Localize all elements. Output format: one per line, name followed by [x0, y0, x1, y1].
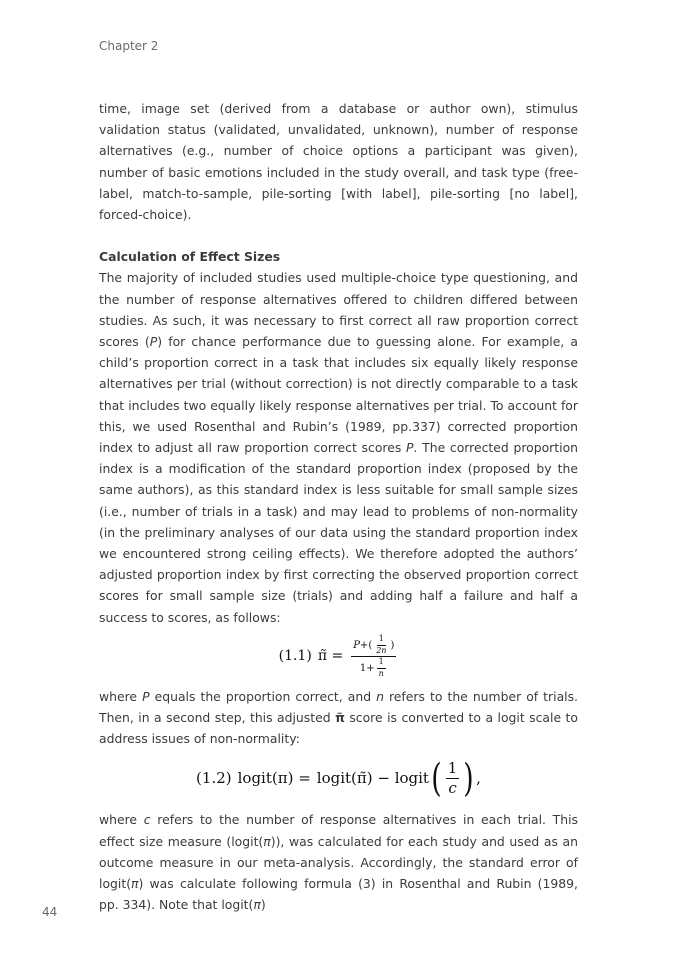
paragraph-continued: time, image set (derived from a database or author own), stimulus validation status (validated, unvalidated, unknown), number of response alternatives (e.g., number of choice options a participant was given), number of basic emotions included in the study overall, and task type (free-label, match-to-sample, pile-sorting [with label], pile-sorting [no label], forced-choice).: [99, 101, 578, 223]
body-text: [99, 98, 578, 916]
equation-label: (1.1): [278, 648, 312, 665]
equation-1-1: [99, 634, 578, 680]
page-number: 44: [42, 905, 58, 919]
chapter-header: Chapter 2: [99, 39, 159, 53]
section-heading: Calculation of Effect Sizes: [99, 249, 281, 265]
equation-lhs: logit(π) =: [237, 768, 311, 787]
equation-rhs: logit(π̃) − logit: [316, 768, 429, 787]
paragraph-where-c: where c refers to the number of response alternatives in each trial. This effect size measure (logit(π)), was calculated for each study and used as an outcome measure in our meta-analysis. Accordingly, the standard error of logit(π) was calculate following formula (3) in Rosenthal and Rubin (1989, pp. 334). Note that logit(π): [99, 812, 579, 913]
equation-lhs: π̃ =: [317, 648, 344, 665]
paragraph-effect-sizes: The majority of included studies used multiple-choice type questioning, and the number of response alternatives offered to children differed between studies. As such, it was necessary to first correct all raw proportion correct scores (P) for chance performance due to guessing alone. For example, a child’s proportion correct in a task that includes six equally likely response alternatives per trial (without correction) is not directly comparable to a task that includes two equally likely response alternatives per trial. To account for this, we used Rosenthal and Rubin’s (1989, pp.337) corrected proportion index to adjust all raw proportion correct scores P. The corrected proportion index is a modification of the standard proportion index (proposed by the same authors), as this standard index is less suitable for small sample sizes (i.e., number of trials in a task) and may lead to problems of non-normality (in the preliminary analyses of our data using the standard proportion index we encountered strong ceiling effects). We therefore adopted the authors’ adjusted proportion index by first correcting the observed proportion correct scores for small sample size (trials) and adding half a failure and half a success to scores, as follows:: [99, 270, 579, 625]
equation-1-2: (1.2) logit(π) = logit(π̃) − logit ( $\frac{1}{c}$ ) ,: [196, 756, 481, 801]
equation-label: (1.2): [196, 768, 232, 787]
equation-fraction: P+( $\frac{1}{2n}$ ) 1+ $\frac{1}{n}$: [353, 633, 395, 679]
paragraph-where-p: where P equals the proportion correct, and n refers to the number of trials. Then, in a second step, this adjusted π̃ score is converted to a logit scale to address issues of non-normality:: [99, 688, 578, 747]
